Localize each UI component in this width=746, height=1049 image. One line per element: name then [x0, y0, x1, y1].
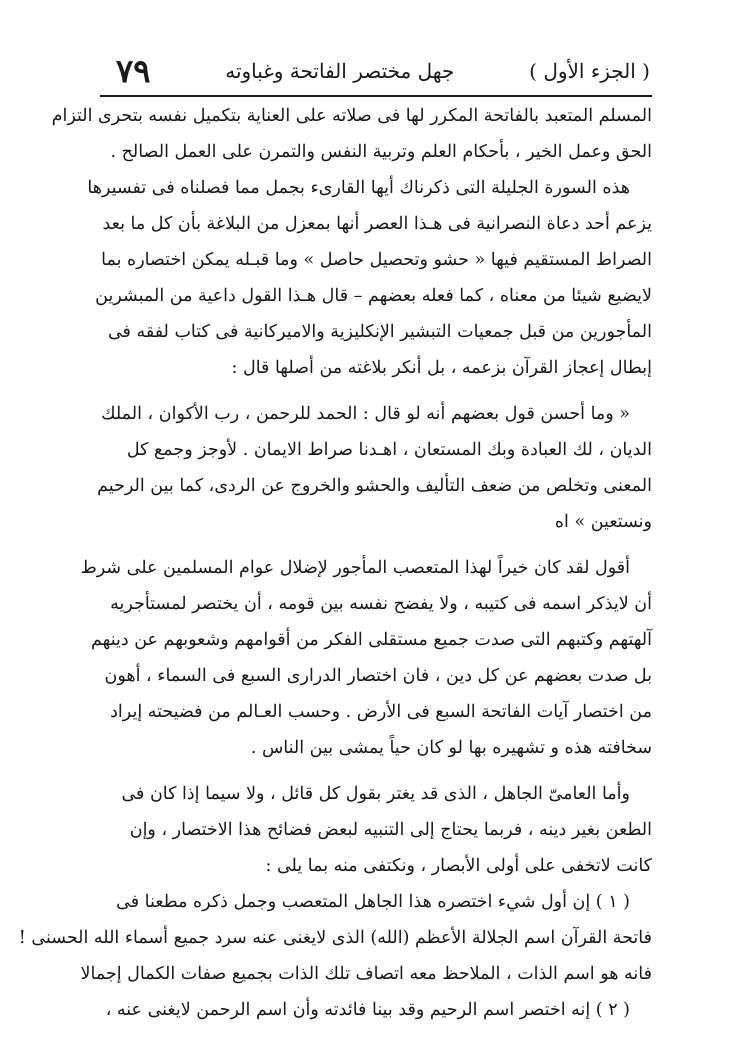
- text-line: ( ١ ) إن أول شيء اختصره هذا الجاهل المتعصب وجمل ذكره مطعنا فى: [116, 892, 630, 912]
- text-line: المعنى وتخلص من ضعف التأليف والحشو والخروج عن الردى، كما بين الرحيم: [97, 476, 652, 496]
- page-body: [18, 98, 652, 1028]
- text-line: الحق وعمل الخير ، بأحكام العلم وتربية النفس والتمرن على العمل الصالح .: [110, 142, 652, 162]
- text-line: أن لايذكر اسمه فى كتيبه ، ولا يفضح نفسه بين قومه ، أن يختصر لمستأجريه: [110, 594, 652, 614]
- text-line: كانت لاتخفى على أولى الأبصار ، ونكتفى منه بما يلى :: [265, 856, 652, 876]
- text-line: « وما أحسن قول بعضهم أنه لو قال : الحمد للرحمن ، رب الأكوان ، الملك: [101, 404, 630, 424]
- page-number: ٧٩: [116, 52, 151, 90]
- text-line: إبطال إعجاز القرآن بزعمه ، بل أنكر بلاغته من أصلها قال :: [231, 358, 652, 378]
- text-line: ( ٢ ) إنه اختصر اسم الرحيم وقد بينا فائدته وأن اسم الرحمن لايغنى عنه ،: [105, 1000, 630, 1020]
- text-line: آلهتهم وكتبهم التى صدت جميع مستقلى الفكر من أقوامهم وشعوبهم عن دينهم: [91, 630, 652, 650]
- text-line: بل صدت بعضهم عن كل دين ، فان اختصار الدرارى السبع فى السماء ، أهون: [104, 666, 652, 686]
- page-header: [116, 48, 650, 94]
- text-line: الديان ، لك العبادة وبك المستعان ، اهـدنا صراط الايمان . لأوجز وجمع كل: [126, 440, 652, 460]
- paragraph-gap: [102, 540, 652, 550]
- running-title: جهل مختصر الفاتحة وغباوته: [225, 59, 455, 83]
- text-line: من اختصار آيات الفاتحة السبع فى الأرض . وحسب العـالم من فضيحته إيراد: [110, 702, 652, 722]
- text-line: فاتحة القرآن اسم الجلالة الأعظم (الله) الذى لايغنى عنه سرد جميع أسماء الله الحسنى !: [18, 928, 652, 948]
- text-line: الطعن بغير دينه ، فربما يحتاج إلى التنبيه لبعض فضائح هذا الاختصار ، وإن: [129, 820, 652, 840]
- text-line: الصراط المستقيم فيها « حشو وتحصيل حاصل » وما قبـله يمكن اختصاره بما: [101, 250, 652, 270]
- text-line: المأجورين من قبل جمعيات التبشير الإنكليزية والاميركانية فى كتاب لفقه فى: [107, 322, 652, 342]
- text-line: هذه السورة الجليلة التى ذكرناك أيها القارىء بجمل مما فصلناه فى تفسيرها: [87, 178, 630, 198]
- text-line: سخافته هذه و تشهيره بها لو كان حياً يمشى بين الناس .: [250, 738, 652, 758]
- text-line: فانه هو اسم الذات ، الملاحظ معه اتصاف تلك الذات بجميع صفات الكمال إجمالا: [80, 964, 652, 984]
- text-line: لايضيع شيئا من معناه ، كما فعله بعضهم – قال هـذا القول داعية من المبشرين: [95, 286, 652, 306]
- text-line: ونستعين » اه: [554, 512, 652, 532]
- text-line: يزعم أحد دعاة النصرانية فى هـذا العصر أنها بمعزل من البلاغة بأن كل ما بعد: [102, 214, 652, 234]
- header-rule: [100, 95, 652, 97]
- part-label: ( الجزء الأول ): [529, 59, 650, 83]
- paragraph-gap: [102, 386, 652, 396]
- text-line: أقول لقد كان خيراً لهذا المتعصب المأجور لإضلال عوام المسلمين على شرط: [80, 558, 630, 578]
- text-line: المسلم المتعبد بالفاتحة المكرر لها فى صلاته على العناية بتكميل نفسه بتحرى التزام: [51, 106, 652, 126]
- text-line: وأما العامىّ الجاهل ، الذى قد يغتر بقول كل قائل ، ولا سيما إذا كان فى: [121, 784, 630, 804]
- paragraph-gap: [102, 766, 652, 776]
